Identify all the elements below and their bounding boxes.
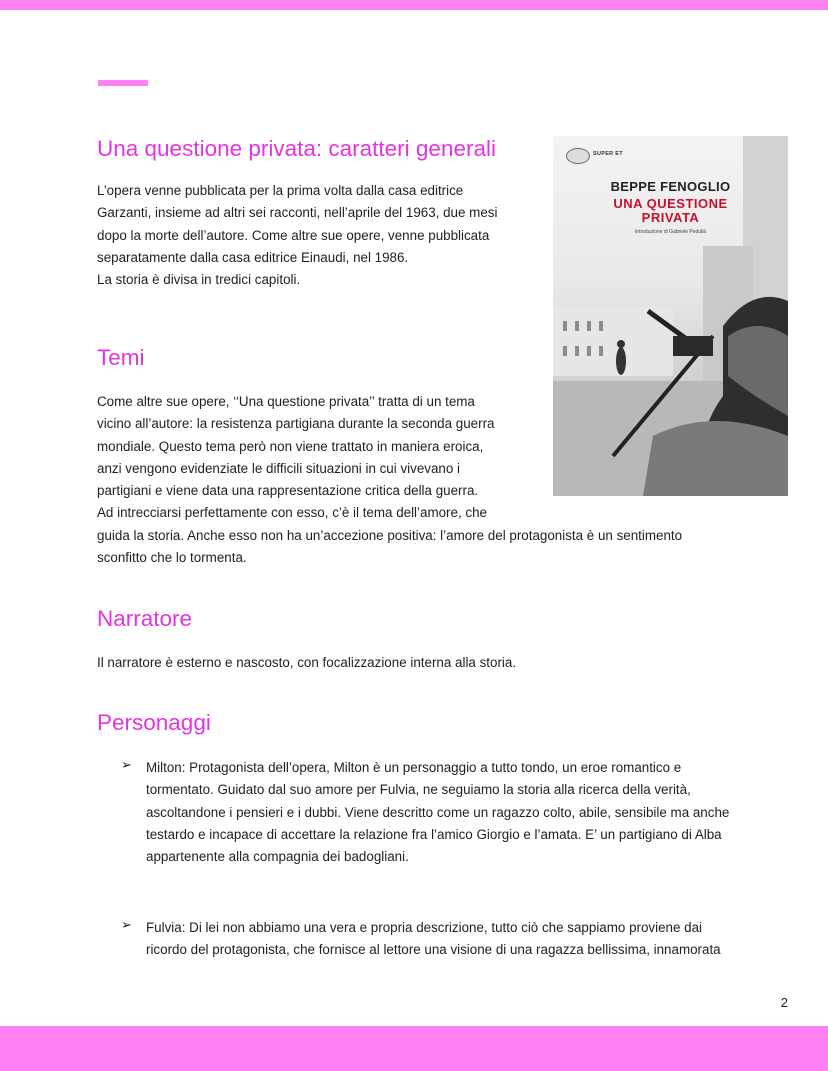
- cover-title-line1: UNA QUESTIONE: [613, 196, 728, 211]
- page-number: 2: [780, 995, 788, 1010]
- general-line: La storia è divisa in tredici capitoli.: [97, 272, 301, 288]
- cover-title-line2: PRIVATA: [641, 210, 700, 225]
- general-line: separatamente dalla casa editrice Einaudi, nel 1986.: [97, 249, 409, 265]
- section-title-personaggi: Personaggi: [97, 710, 211, 735]
- temi-paragraph: [97, 391, 682, 569]
- character-fulvia: [146, 917, 796, 962]
- bottom-accent-band: [0, 1026, 828, 1071]
- accent-bar: [98, 80, 148, 86]
- general-line: Garzanti, insieme ad altri sei racconti, nell’aprile del 1963, due mesi: [97, 205, 498, 221]
- milton-line: tormentato. Guidato dal suo amore per Fulvia, ne seguiamo la storia alla ricerca della verità,: [146, 782, 691, 798]
- temi-line: guida la storia. Anche esso non ha un’accezione positiva: l’amore del protagonista è un sentimento: [97, 527, 683, 543]
- milton-line: appartenente alla compagnia dei badogliani.: [146, 849, 409, 865]
- character-milton: [146, 757, 796, 868]
- temi-line: mondiale. Questo tema però non viene trattato in maniera eroica,: [97, 438, 484, 454]
- temi-line: anzi vengono evidenziate le difficili situazioni in cui vivevano i: [97, 460, 460, 476]
- cover-series: SUPER ET: [593, 151, 623, 157]
- temi-line: sconfitto che lo tormenta.: [97, 550, 247, 566]
- temi-line: Come altre sue opere, ‘‘Una questione privata’’ tratta di un tema: [97, 394, 475, 409]
- publisher-logo-icon: [566, 148, 590, 164]
- section-title-general: Una questione privata: caratteri generali: [97, 136, 496, 161]
- milton-line: Milton: Protagonista dell’opera, Milton è un personaggio a tutto tondo, un eroe romantico e: [146, 760, 682, 775]
- section-title-temi: Temi: [97, 345, 145, 370]
- temi-line: Ad intrecciarsi perfettamente con esso, c’è il tema dell’amore, che: [97, 505, 487, 521]
- section-title-narratore: Narratore: [97, 606, 193, 631]
- milton-line: ascoltandone i pensieri e i dubbi. Viene descritto come un ragazzo colto, abile, sensibile ma anche: [146, 804, 730, 820]
- general-line: dopo la morte dell’autore. Come altre sue opere, venne pubblicata: [97, 227, 490, 243]
- bullet-arrow-icon: ➢: [121, 917, 132, 932]
- bullet-arrow-icon: ➢: [121, 757, 132, 772]
- fulvia-line: ricordo del protagonista, che fornisce al lettore una visione di una ragazza bellissima, innamorata: [146, 942, 721, 958]
- top-accent-band: [0, 0, 828, 10]
- fulvia-line: Fulvia: Di lei non abbiamo una vera e propria descrizione, tutto ciò che sappiamo proviene dai: [146, 920, 703, 935]
- narratore-paragraph: Il narratore è esterno e nascosto, con focalizzazione interna alla storia.: [97, 655, 517, 670]
- temi-line: vicino all’autore: la resistenza partigiana durante la seconda guerra: [97, 416, 495, 432]
- general-line: L’opera venne pubblicata per la prima volta dalla casa editrice: [97, 183, 464, 198]
- cover-author: BEPPE FENOGLIO: [610, 179, 731, 194]
- cover-intro: Introduzione di Gabriele Pedullà: [634, 229, 707, 235]
- milton-line: testardo e incapace di accettare la relazione fra l’amico Giorgio e l’amata. E’ un partigiano di Alba: [146, 826, 722, 842]
- temi-line: partigiani e viene data una rappresentazione critica della guerra.: [97, 483, 479, 499]
- general-paragraph: [97, 180, 497, 291]
